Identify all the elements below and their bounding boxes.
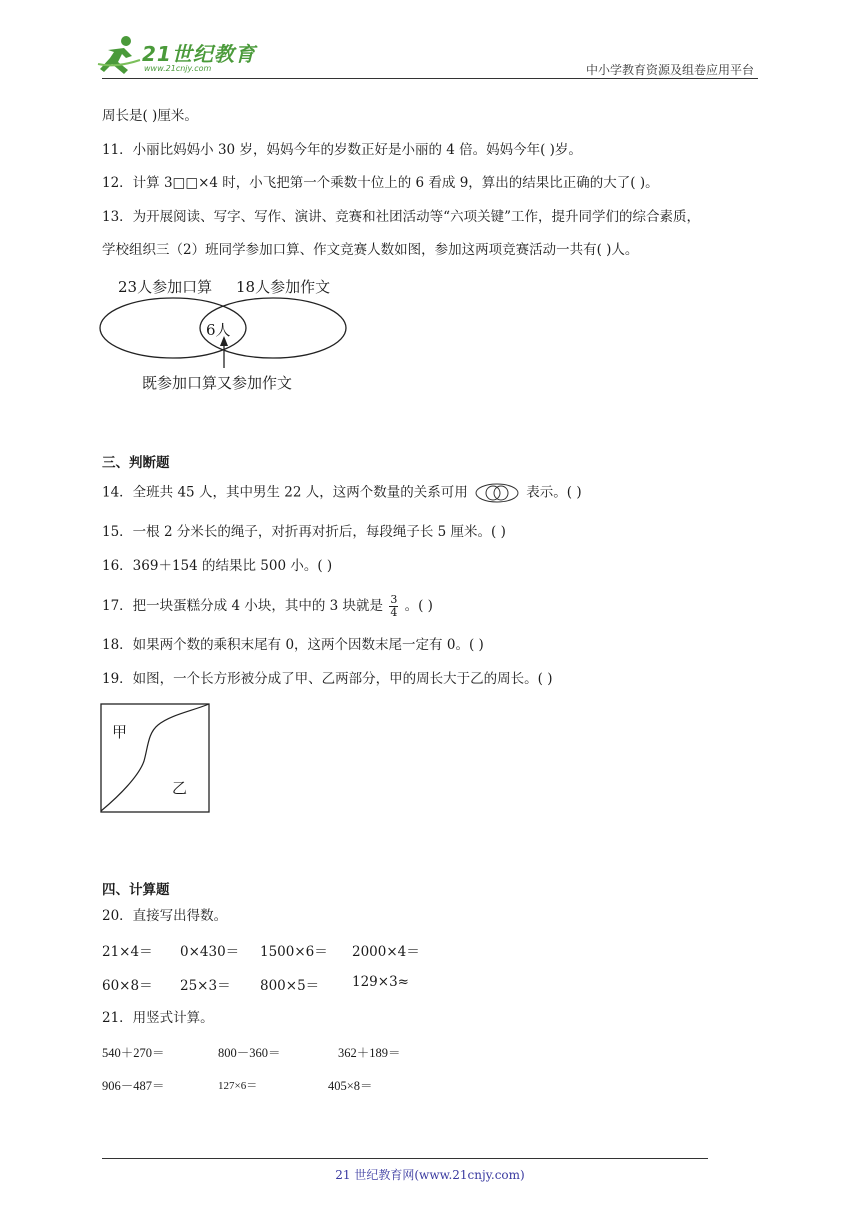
q20-item-7: 800×5＝ [260,978,320,994]
fraction-3-4 [389,594,398,619]
question-20: 20．直接写出得数。 [102,908,228,924]
divided-rectangle [100,703,212,815]
venn-left-label: 23人参加口算 [118,278,213,296]
q21-item-4: 906－487＝ [102,1079,165,1093]
question-19: 19．如图，一个长方形被分成了甲、乙两部分，甲的周长大于乙的周长。( ) [102,671,553,687]
q20-item-8: 129×3≈ [352,974,409,990]
overlapping-circles-icon [474,482,520,504]
venn-bottom-label: 既参加口算又参加作文 [142,374,293,392]
question-16: 16．369＋154 的结果比 500 小。( ) [102,558,333,574]
question-13-line1: 13．为开展阅读、写字、写作、演讲、竞赛和社团活动等“六项关键”工作，提升同学们的综合素质， [102,209,700,225]
q21-item-6: 405×8＝ [328,1079,373,1093]
venn-diagram-13 [98,276,358,396]
footer-text[interactable]: 21 世纪教育网(www.21cnjy.com) [335,1168,525,1182]
q21-item-3: 362＋189＝ [338,1046,401,1060]
header-right-text: 中小学教育资源及组卷应用平台 [585,63,754,77]
fraction-numerator: 3 [390,593,398,606]
runner-logo-icon [96,34,142,76]
question-11: 11．小丽比妈妈小 30 岁，妈妈今年的岁数正好是小丽的 4 倍。妈妈今年( )岁。 [102,142,582,158]
fraction-denominator: 4 [390,606,398,619]
q20-item-1: 21×4＝ [102,944,153,960]
q20-item-5: 60×8＝ [102,978,153,994]
section-3-title: 三、判断题 [102,455,170,471]
q20-item-2: 0×430＝ [180,944,240,960]
logo-title: 21世纪教育 [142,42,256,66]
question-17-text-b: 。( ) [404,598,433,614]
q20-item-4: 2000×4＝ [352,944,420,960]
question-12: 12．计算 3□□×4 时，小飞把第一个乘数十位上的 6 看成 9，算出的结果比正确的大了( )。 [102,175,659,191]
question-17-text-a: 17．把一块蛋糕分成 4 小块，其中的 3 块就是 [102,598,384,614]
question-21: 21．用竖式计算。 [102,1010,214,1026]
venn-center-label: 6人 [206,321,231,339]
header-logo [96,34,266,78]
rectangle-figure-19 [100,703,212,815]
region-yi-label: 乙 [172,779,188,797]
header-rule [102,78,758,79]
question-18: 18．如果两个数的乘积末尾有 0，这两个因数末尾一定有 0。( ) [102,637,484,653]
section-4-title: 四、计算题 [102,882,170,898]
question-14-text-a: 14．全班共 45 人，其中男生 22 人，这两个数量的关系可用 [102,484,468,501]
question-13-line2: 学校组织三（2）班同学参加口算、作文竞赛人数如图，参加这两项竞赛活动一共有( )人。 [102,242,639,258]
q21-item-1: 540＋270＝ [102,1046,165,1060]
q20-item-3: 1500×6＝ [260,944,328,960]
q10-tail: 周长是( )厘米。 [102,108,198,124]
question-14-text-b: 表示。( ) [526,484,582,501]
region-jia-label: 甲 [112,723,128,741]
q20-item-6: 25×3＝ [180,978,231,994]
q21-item-2: 800－360＝ [218,1046,281,1060]
question-17 [102,594,433,619]
q21-item-5: 127×6＝ [218,1080,258,1092]
question-14 [102,482,582,504]
logo-url: www.21cnjy.com [144,64,212,73]
footer-rule [102,1158,708,1159]
question-15: 15．一根 2 分米长的绳子，对折再对折后，每段绳子长 5 厘米。( ) [102,524,506,540]
venn-right-label: 18人参加作文 [236,278,331,296]
